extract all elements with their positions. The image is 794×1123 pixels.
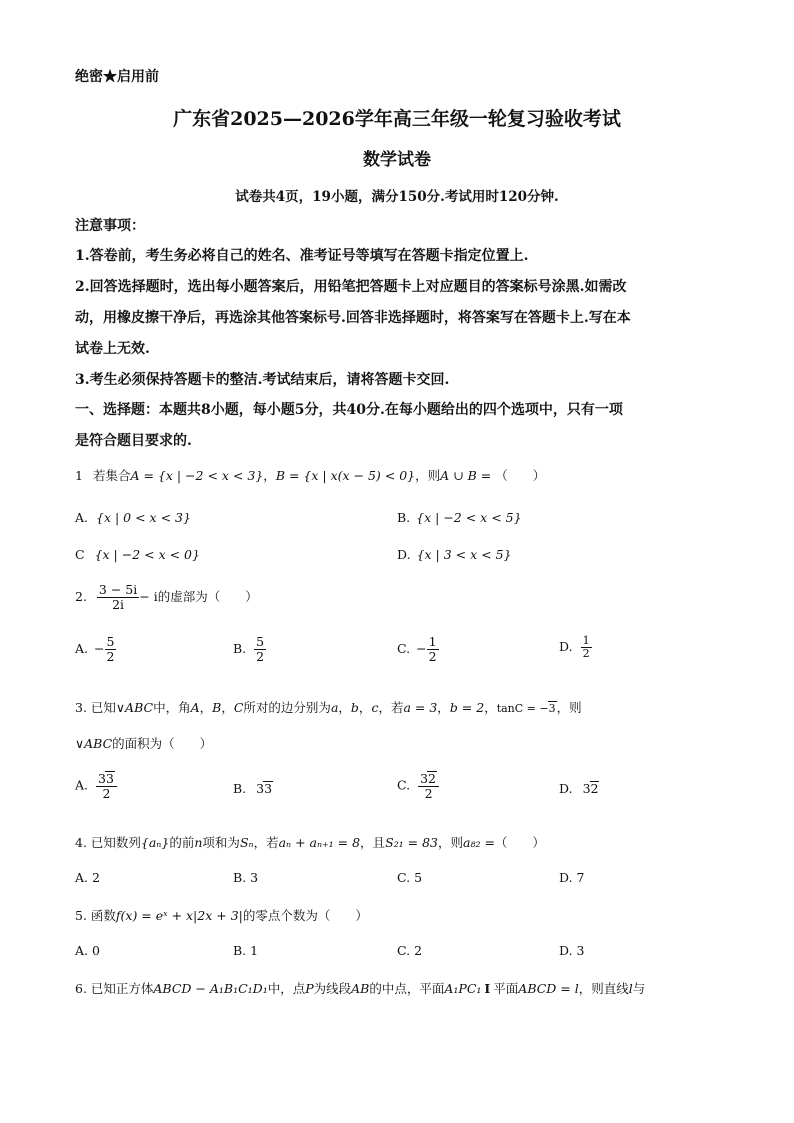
q5-option-d: D. 3 bbox=[559, 943, 585, 958]
q1-number: 1 bbox=[75, 468, 83, 483]
q2-option-c: C. − $\frac{1}{2}$ bbox=[397, 634, 437, 664]
q3-option-b: B. 33 bbox=[233, 781, 273, 796]
q1-text-b: ，则 bbox=[415, 468, 441, 483]
q3-option-d: D. 32 bbox=[559, 781, 599, 796]
q5-option-a: A. 0 bbox=[75, 943, 100, 958]
question-1 bbox=[75, 466, 545, 484]
q1-option-c: C {x | −2 < x < 0} bbox=[75, 547, 200, 562]
secret-label: 绝密★启用前 bbox=[75, 69, 159, 85]
q4-option-b: B. 3 bbox=[233, 870, 259, 885]
q2-fraction: $\frac{3 - 5i}{2i}$ bbox=[98, 582, 138, 612]
section-1-line-1: 一、选择题：本题共8小题，每小题5分，共40分.在每小题给出的四个选项中，只有一项 bbox=[75, 402, 623, 418]
q5-option-b: B. 1 bbox=[233, 943, 259, 958]
note-2-line-2: 动，用橡皮擦干净后，再选涂其他答案标号.回答非选择题时，将答案写在答题卡上.写在本 bbox=[75, 310, 631, 326]
exam-info: 试卷共4页，19小题，满分150分.考试用时120分钟. bbox=[235, 189, 559, 205]
question-2 bbox=[75, 583, 258, 612]
q1-option-b: B. {x | −2 < x < 5} bbox=[397, 510, 522, 525]
q2-option-a: A. − $\frac{5}{2}$ bbox=[75, 634, 115, 664]
q4-option-d: D. 7 bbox=[559, 870, 585, 885]
q4-option-a: A. 2 bbox=[75, 870, 100, 885]
q2-minus-i: − i bbox=[139, 589, 158, 604]
notes-heading: 注意事项： bbox=[75, 218, 145, 234]
question-4: 4. 已知数列{aₙ}的前n项和为Sₙ，若aₙ + aₙ₊₁ = 8，且S₂₁ = 83，则a₈₂ =（ ） bbox=[75, 835, 545, 850]
q1-set-b: B = {x | x(x − 5) < 0} bbox=[275, 468, 416, 483]
q2-option-b: B. $\frac{5}{2}$ bbox=[233, 634, 265, 664]
q3-option-c: C. $\frac{32}{2}$ bbox=[397, 771, 439, 801]
note-2-line-3: 试卷上无效. bbox=[75, 341, 150, 357]
q2-number: 2. bbox=[75, 589, 87, 604]
exam-title: 广东省2025—2026学年高三年级一轮复习验收考试 bbox=[173, 108, 621, 130]
subject-title: 数学试卷 bbox=[363, 150, 431, 170]
note-2-line-1: 2.回答选择题时，选出每小题答案后，用铅笔把答题卡上对应题目的答案标号涂黑.如需改 bbox=[75, 279, 627, 295]
question-3-line-2: ∨ABC的面积为（ ） bbox=[75, 736, 213, 751]
q3-option-a: A. $\frac{33}{2}$ bbox=[75, 771, 117, 801]
note-1: 1.答卷前，考生务必将自己的姓名、准考证号等填写在答题卡指定位置上. bbox=[75, 248, 529, 264]
q2-option-d: D. $\frac{1}{2}$ bbox=[559, 634, 590, 660]
q1-sep: ， bbox=[263, 468, 276, 483]
question-5: 5. 函数f(x) = eˣ + x|2x + 3|的零点个数为（ ） bbox=[75, 908, 368, 923]
section-1-line-2: 是符合题目要求的. bbox=[75, 433, 192, 449]
q5-option-c: C. 2 bbox=[397, 943, 423, 958]
q1-paren: （ ） bbox=[495, 468, 546, 483]
q1-set-a: A = {x | −2 < x < 3} bbox=[130, 468, 264, 483]
q4-option-c: C. 5 bbox=[397, 870, 423, 885]
note-3: 3.考生必须保持答题卡的整洁.考试结束后，请将答题卡交回. bbox=[75, 372, 450, 388]
q1-option-a: A. {x | 0 < x < 3} bbox=[75, 510, 191, 525]
q1-union: A ∪ B = bbox=[440, 468, 492, 483]
question-6: 6. 已知正方体ABCD − A₁B₁C₁D₁中，点P为线段AB的中点，平面A₁PC₁ I 平面ABCD = l，则直线l与 bbox=[75, 981, 646, 996]
question-3-line-1: 3. 已知∨ABC中，角A，B，C所对的边分别为a，b，c，若a = 3，b = 2，tanC = −3，则 bbox=[75, 700, 582, 715]
q1-option-d: D. {x | 3 < x < 5} bbox=[397, 547, 512, 562]
q1-text-a: 若集合 bbox=[92, 468, 131, 483]
q2-text: 的虚部为（ ） bbox=[157, 589, 258, 604]
